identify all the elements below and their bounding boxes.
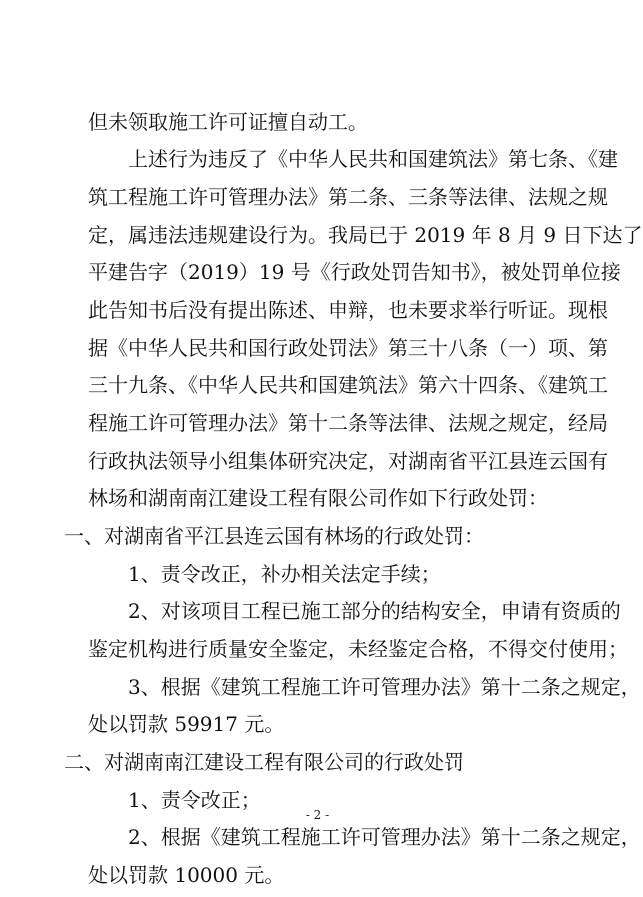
list-item: 1、责令改正； — [128, 788, 261, 812]
text-line: 行政执法领导小组集体研究决定，对湖南省平江县连云国有 — [88, 449, 608, 473]
page-number: - 2 - — [305, 808, 330, 822]
list-item: 1、责令改正，补办相关法定手续； — [128, 562, 441, 586]
list-item: 2、根据《建筑工程施工许可管理办法》第十二条之规定， — [128, 825, 641, 849]
paragraph-first-line: 上述行为违反了《中华人民共和国建筑法》第七条、《建 — [128, 147, 618, 171]
text-line: 鉴定机构进行质量安全鉴定，未经鉴定合格，不得交付使用； — [88, 637, 628, 661]
text-line: 但未领取施工许可证擅自动工。 — [88, 110, 368, 134]
text-line: 林场和湖南南江建设工程有限公司作如下行政处罚： — [88, 486, 548, 510]
text-line: 处以罚款 10000 元。 — [88, 863, 285, 887]
text-line: 三十九条、《中华人民共和国建筑法》第六十四条、《建筑工 — [88, 373, 608, 397]
text-line: 据《中华人民共和国行政处罚法》第三十八条（一）项、第 — [88, 336, 608, 360]
list-item: 2、对该项目工程已施工部分的结构安全，申请有资质的 — [128, 599, 621, 623]
section-heading: 二、对湖南南江建设工程有限公司的行政处罚 — [64, 750, 464, 774]
text-line: 平建告字（2019）19 号《行政处罚告知书》，被处罚单位接 — [88, 260, 621, 284]
text-line: 筑工程施工许可管理办法》第二条、三条等法律、法规之规 — [88, 185, 608, 209]
text-line: 程施工许可管理办法》第十二条等法律、法规之规定，经局 — [88, 411, 608, 435]
section-heading: 一、对湖南省平江县连云国有林场的行政处罚： — [64, 524, 484, 548]
text-line: 定，属违法违规建设行为。我局已于 2019 年 8 月 9 日下达了 — [88, 223, 643, 247]
text-line: 处以罚款 59917 元。 — [88, 712, 285, 736]
list-item: 3、根据《建筑工程施工许可管理办法》第十二条之规定， — [128, 675, 641, 699]
text-line: 此告知书后没有提出陈述、申辩，也未要求举行听证。现根 — [88, 298, 608, 322]
